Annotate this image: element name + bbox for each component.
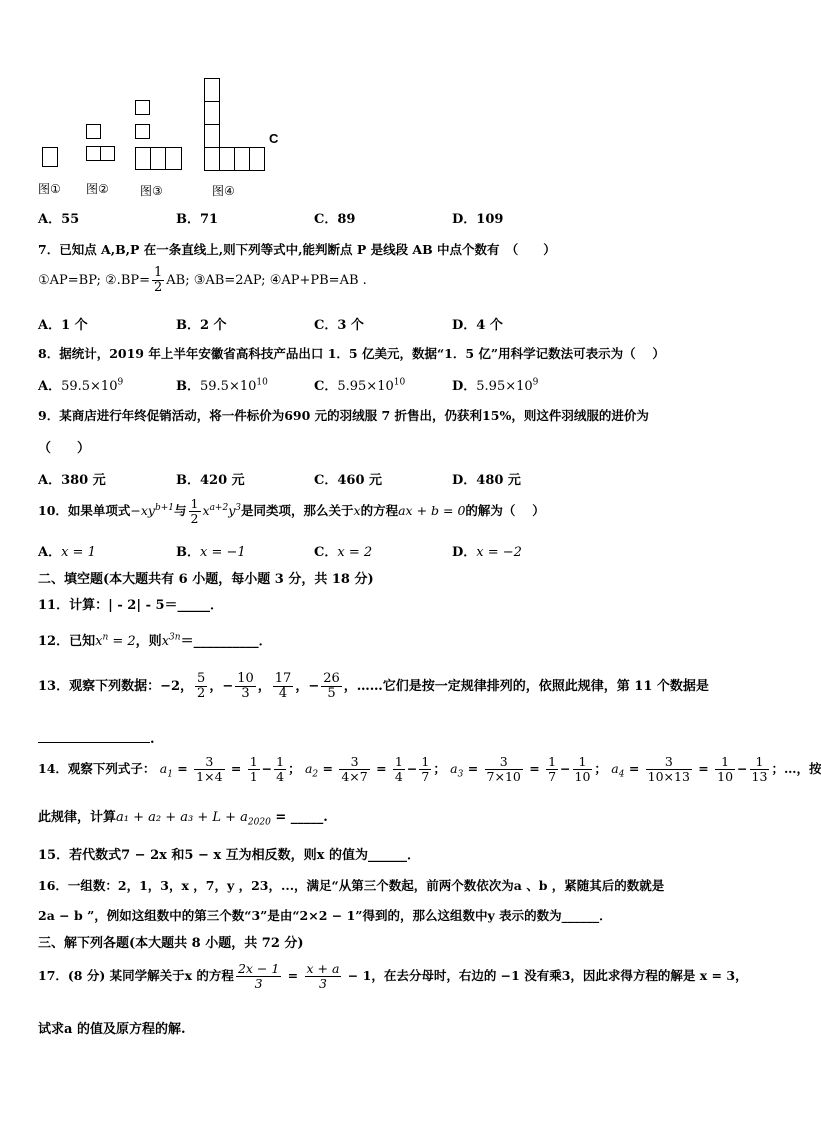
q14: 14．观察下列式子： $a_1$ = $\frac{3}{1\times 4}$ = $\frac{1}{1}$ − $\frac{1}{4}$ ； $a_2$ = $\frac{3}{4\times 7}$ = $\frac{1}{4}$ − $\frac{1}{7}$ ； $a_3$ = $\frac{3}{7\times 10}$ = $\frac{1}{7}$ − $\frac{1}{10}$ ； $a_4$ = $\frac{3}{10\times 13}$ = $\frac{1}{10}$ − $\frac{1}{13}$ ；…，按: [38, 754, 821, 784]
q13-fraction-2: $\frac{10}{3}$: [237, 671, 254, 701]
q9-option-d: D．480 元: [452, 473, 521, 488]
q10-option-a: A．x = 1: [38, 545, 96, 560]
q13: 13．观察下列数据：−2， $\frac{5}{2}$ ，− $\frac{10}{3}$ ， $\frac{17}{4}$ ，− $\frac{26}{5}$ ，……它们是按一定规律排列的，依照此规律，第 11 个数据是: [38, 671, 709, 701]
figure-1: [42, 147, 58, 167]
q9-option-c: C．460 元: [314, 473, 383, 488]
q8-option-a: A．$59.5\times 10^9$: [38, 377, 124, 394]
section-3-heading: 三、解下列各题(本大题共 8 小题，共 72 分): [38, 936, 304, 951]
q10-option-d: D．x = −2: [452, 545, 522, 560]
figure-label-2: 图②: [86, 182, 109, 196]
q8-stem: 8．据统计，2019 年上半年安徽省高科技产品出口 1．5 亿美元，数据“1．5 亿”用科学记数法可表示为（ ）: [38, 346, 665, 361]
q7-option-d: D．4 个: [452, 318, 503, 333]
figure-3: [135, 100, 183, 170]
q7-stem: 7．已知点 A,B,P 在一条直线上,则下列等式中,能判断点 P 是线段 AB 中点个数有 （ ）: [38, 242, 556, 257]
q8-option-c: C．$5.95\times 10^{10}$: [314, 377, 406, 394]
q6-option-d: D．109: [452, 212, 504, 227]
figure-2: [86, 124, 116, 168]
figure-4: [204, 78, 268, 171]
q15: 15．若代数式7 − 2x 和5 − x 互为相反数，则x 的值为______．: [38, 848, 420, 863]
figure-label-3: 图③: [140, 184, 163, 198]
q10-fraction: $\frac{1}{2}$: [190, 496, 199, 526]
q9-option-b: B．420 元: [176, 473, 245, 488]
q6-option-b: B．71: [176, 212, 219, 227]
q6-option-a: A．55: [38, 212, 80, 227]
q10-option-c: C．x = 2: [314, 545, 373, 560]
q13-fraction-3: $\frac{17}{4}$: [274, 671, 292, 701]
q8-option-b: B．$59.5\times 10^{10}$: [176, 377, 268, 394]
q17-fraction-2: $\frac{x + a}{3}$: [306, 961, 340, 991]
q7-conditions: [38, 266, 367, 295]
q8-option-d: D．$5.95\times 10^9$: [452, 377, 539, 394]
q7-conditions-b: AB; ③AB=2AP; ④AP+PB=AB .: [166, 273, 367, 288]
q7-fraction: $\frac{1}{2}$: [154, 265, 163, 295]
q13-fraction-4: $\frac{26}{5}$: [323, 671, 340, 701]
q10-stem: 10．如果单项式$-xy^{b+1}$与 $\frac{1}{2}$ $x^{a+2}y^3$是同类项，那么关于x的方程ax + b = 0的解为（ ）: [38, 496, 545, 526]
q7-option-c: C．3 个: [314, 318, 364, 333]
q13-answer-line: .: [38, 730, 155, 747]
q16-line1: 16．一组数：2，1，3，x ，7，y ，23，...，满足“从第三个数起，前两个数依次为a 、b ，紧随其后的数就是: [38, 878, 665, 893]
q14-fraction-1: $\frac{3}{1\times 4}$: [196, 754, 223, 784]
q17: 17．(8 分) 某同学解关于x 的方程 $\frac{2x - 1}{3}$ = $\frac{x + a}{3}$ − 1，在去分母时，右边的 −1 没有乘3，因此求得方程的解是 x = 3，: [38, 961, 748, 991]
corner-label: C: [269, 131, 279, 146]
q14-fraction-2: $\frac{3}{4\times 7}$: [341, 754, 368, 784]
q16-line2: 2a − b ”，例如这组数中的第三个数“3”是由“2×2 − 1”得到的，那么这组数中y 表示的数为______．: [38, 908, 612, 923]
q17-fraction-1: $\frac{2x - 1}{3}$: [237, 961, 280, 991]
section-2-heading: 二、填空题(本大题共有 6 小题，每小题 3 分，共 18 分): [38, 572, 374, 587]
q7-option-b: B．2 个: [176, 318, 227, 333]
q7-option-a: A．1 个: [38, 318, 88, 333]
q13-fraction-1: $\frac{5}{2}$: [197, 671, 206, 701]
q12: 12．已知$x^n = 2$，则$x^{3n}=\_\_\_\_\_\_\_\_\_\_$．: [38, 632, 272, 649]
q9-option-a: A．380 元: [38, 473, 106, 488]
q11: 11．计算：| - 2| - 5＝_____．: [38, 598, 224, 613]
q10-option-b: B．x = −1: [176, 545, 246, 560]
q14-fraction-4: $\frac{3}{10\times 13}$: [647, 754, 690, 784]
q6-option-c: C．89: [314, 212, 356, 227]
q7-conditions-a: ①AP=BP; ②.BP=: [38, 273, 151, 288]
figure-label-4: 图④: [212, 184, 235, 198]
q9-stem: 9．某商店进行年终促销活动，将一件标价为690 元的羽绒服 7 折售出，仍获利15%，则这件羽绒服的进价为: [38, 408, 649, 423]
q9-paren: （ ）: [38, 441, 91, 456]
q17-line2: 试求a 的值及原方程的解.: [38, 1022, 186, 1037]
q14-line2: 此规律，计算$a_1 + a_2 + a_3 + L + a_{2020}$ = _____.: [38, 810, 328, 828]
figure-label-1: 图①: [38, 182, 61, 196]
q14-fraction-3: $\frac{3}{7\times 10}$: [486, 754, 521, 784]
